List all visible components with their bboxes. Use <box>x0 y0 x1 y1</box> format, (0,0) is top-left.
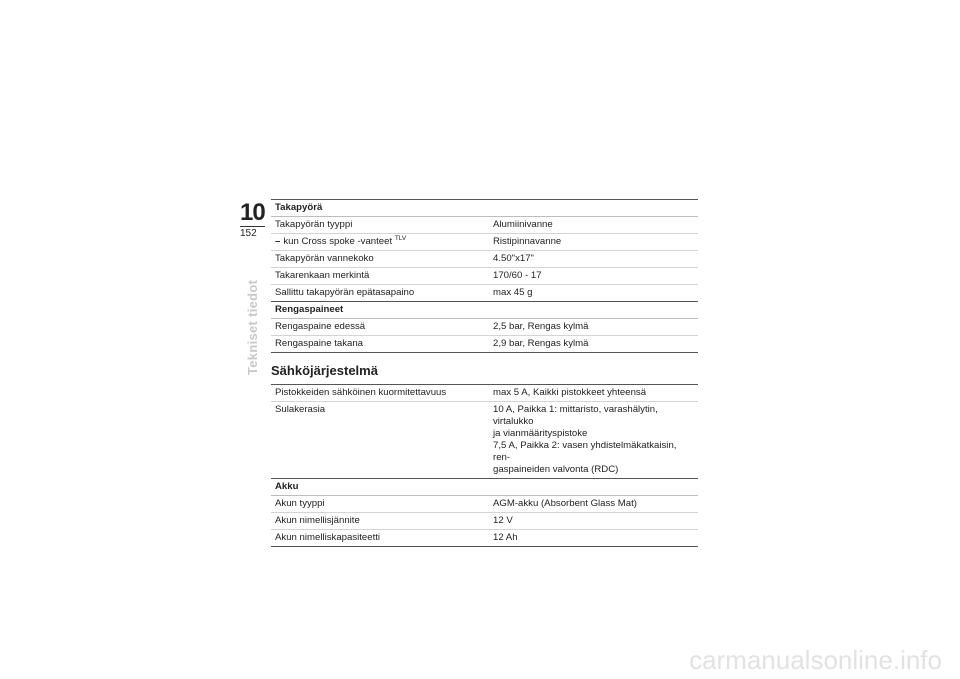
spec-value-line: gaspaineiden valvonta (RDC) <box>493 464 619 475</box>
section-heading-row <box>271 302 698 319</box>
spec-value-line: 7,5 A, Paikka 2: vasen yhdistelmäkatkaisin, ren- <box>493 440 677 463</box>
chapter-number: 10 <box>240 199 265 226</box>
spec-value: 12 Ah <box>489 530 698 547</box>
table-row <box>271 285 698 302</box>
spec-value: 4.50"x17" <box>489 251 698 268</box>
spec-value: Alumiinivanne <box>489 217 698 234</box>
spec-label: Takapyörän vannekoko <box>271 251 489 268</box>
section-heading-row <box>271 479 698 496</box>
option-code: TLV <box>394 234 407 242</box>
rear-wheel-heading: Takapyörä <box>271 200 698 217</box>
chapter-divider <box>240 226 265 227</box>
spec-value: Ristipinnavanne <box>489 234 698 251</box>
chapter-marker <box>240 201 266 239</box>
spec-value <box>489 402 698 479</box>
table-row <box>271 530 698 547</box>
spec-label: Takapyörän tyyppi <box>271 217 489 234</box>
section-heading-row <box>271 200 698 217</box>
table-row <box>271 402 698 479</box>
spec-value: 2,9 bar, Rengas kylmä <box>489 336 698 353</box>
table-row <box>271 319 698 336</box>
spec-value: max 5 A, Kaikki pistokkeet yhteensä <box>489 385 698 402</box>
tire-pressure-heading: Rengaspaineet <box>271 302 698 319</box>
table-row <box>271 251 698 268</box>
spec-value: 2,5 bar, Rengas kylmä <box>489 319 698 336</box>
battery-heading: Akku <box>271 479 698 496</box>
spec-label: Rengaspaine edessä <box>271 319 489 336</box>
spec-label: Rengaspaine takana <box>271 336 489 353</box>
spec-value: 12 V <box>489 513 698 530</box>
spec-value: 170/60 - 17 <box>489 268 698 285</box>
spec-label: Akun nimelliskapasiteetti <box>271 530 489 547</box>
table-row <box>271 217 698 234</box>
table-row <box>271 268 698 285</box>
rear-wheel-table <box>271 199 698 302</box>
dash-icon: – <box>275 236 281 247</box>
spec-label: Akun nimellisjännite <box>271 513 489 530</box>
side-chapter-title: Tekniset tiedot <box>245 279 260 375</box>
table-row <box>271 336 698 353</box>
spec-value: AGM-akku (Absorbent Glass Mat) <box>489 496 698 513</box>
spec-value-line: 10 A, Paikka 1: mittaristo, varashälytin, virtalukko <box>493 404 658 427</box>
battery-table <box>271 479 698 547</box>
table-row <box>271 234 698 251</box>
page-number: 152 <box>240 228 257 239</box>
electrical-table <box>271 384 698 479</box>
spec-content <box>271 199 698 547</box>
spec-label: Pistokkeiden sähköinen kuormitettavuus <box>271 385 489 402</box>
tire-pressure-table <box>271 302 698 353</box>
spec-label: Sulakerasia <box>271 402 489 479</box>
spec-label: Sallittu takapyörän epätasapaino <box>271 285 489 302</box>
spec-label-text: kun Cross spoke -vanteet <box>283 236 393 247</box>
watermark-text: carmanualsonline.info <box>689 645 942 675</box>
electrical-section-title: Sähköjärjestelmä <box>271 363 378 378</box>
spec-value-line: ja vianmäärityspistoke <box>493 428 588 439</box>
spec-label: Akun tyyppi <box>271 496 489 513</box>
table-row <box>271 496 698 513</box>
table-row <box>271 513 698 530</box>
table-row <box>271 385 698 402</box>
spec-value: max 45 g <box>489 285 698 302</box>
spec-label <box>271 234 489 251</box>
spec-label: Takarenkaan merkintä <box>271 268 489 285</box>
